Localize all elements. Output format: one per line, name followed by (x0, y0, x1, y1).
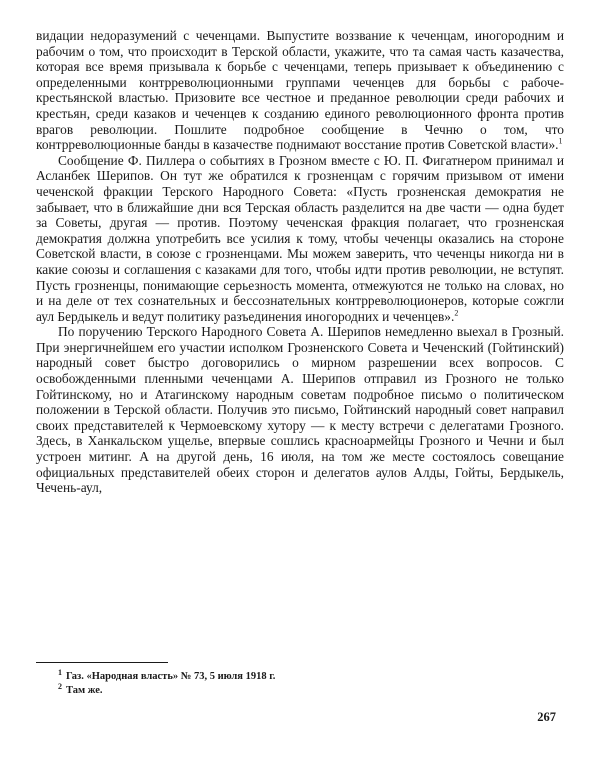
paragraph-2-text: Сообщение Ф. Пиллера о событиях в Грозном вместе с Ю. П. Фигатнером принимал и Асланбек Шерипов. Он тут же обратился к грозненцам с горячим призывом от имени чеченской фракции Терского Народного Совета: «Пусть грозненская демократия не забывает, что в ближайшие дни вся Терская область разделится на две части — одна будет за Советы, другая — против. Поэтому чеченская фракция полагает, что грозненская демократия должна употребить все усилия к тому, чтобы чеченцы оказались на стороне Советской власти, в союзе с грозненцами. Мы можем заверить, что чеченцы никогда ни в какие союзы и соглашения с казаками для того, чтобы идти против революции, не вступят. Пусть грозненцы, понимающие серьезность момента, отмежуются не только на словах, но и на деле от тех сознательных и бессознательных контрреволюционеров, которые сожгли аул Бердыкель и ведут политику разъединения иногородних и чеченцев». (36, 152, 564, 324)
paragraph-1 (36, 28, 564, 153)
footnotes (58, 667, 538, 698)
footnote-2 (58, 681, 538, 698)
footnote-2-text: Там же. (66, 685, 103, 696)
footnote-1-text: Газ. «Народная власть» № 73, 5 июля 1918 г. (66, 671, 276, 682)
footnote-2-number: 2 (58, 681, 62, 691)
footnote-divider (36, 662, 168, 663)
paragraph-2 (36, 153, 564, 325)
footnote-ref-1: 1 (558, 136, 563, 146)
paragraph-3 (36, 324, 564, 496)
footnote-1-number: 1 (58, 667, 62, 677)
page-number: 267 (537, 710, 556, 724)
footnote-1 (58, 667, 538, 684)
paragraph-3-text: По поручению Терского Народного Совета А. Шерипов немедленно выехал в Грозный. При энергичнейшем его участии исполком Грозненского Совета и Чеченский (Гойтинский) народный совет быстро договорились о мирном разрешении всех вопросов. С освобожденными пленными чеченцами А. Шерипов отправил из Грозного не только Гойтинскому, но и Атагинскому народным советам подробное письмо о политическом положении в Терской области. Получив это письмо, Гойтинский народный совет направил своих представителей к Чермоевскому хутору — к месту встречи с делегатами Грозного. Здесь, в Ханкальском ущелье, впервые сошлись красноармейцы Грозного и Чечни и был устроен митинг. А на другой день, 16 июля, на том же месте состоялось совещание официальных представителей обеих сторон и делегатов аулов Алды, Гойты, Бердыкель, Чечень-аул, (36, 324, 564, 496)
main-text (36, 28, 564, 496)
paragraph-1-text: видации недоразумений с чеченцами. Выпустите воззвание к чеченцам, иногородним и рабочим о том, что происходит в Терской области, укажите, что та самая часть казачества, которая все время призывала к борьбе с чеченцами, теперь призывает к объединению с определенными контрреволюционными группами чеченцев для борьбы с рабоче-крестьянской властью. Призовите все честное и преданное революции среди рабочих и крестьян, среди казаков и чеченцев к созданию единого революционного фронта против врагов революции. Пошлите подробное сообщение в Чечню о том, что контрреволюционные банды в казачестве поднимают восстание против Советской власти». (36, 28, 564, 153)
footnote-ref-2: 2 (454, 308, 459, 318)
